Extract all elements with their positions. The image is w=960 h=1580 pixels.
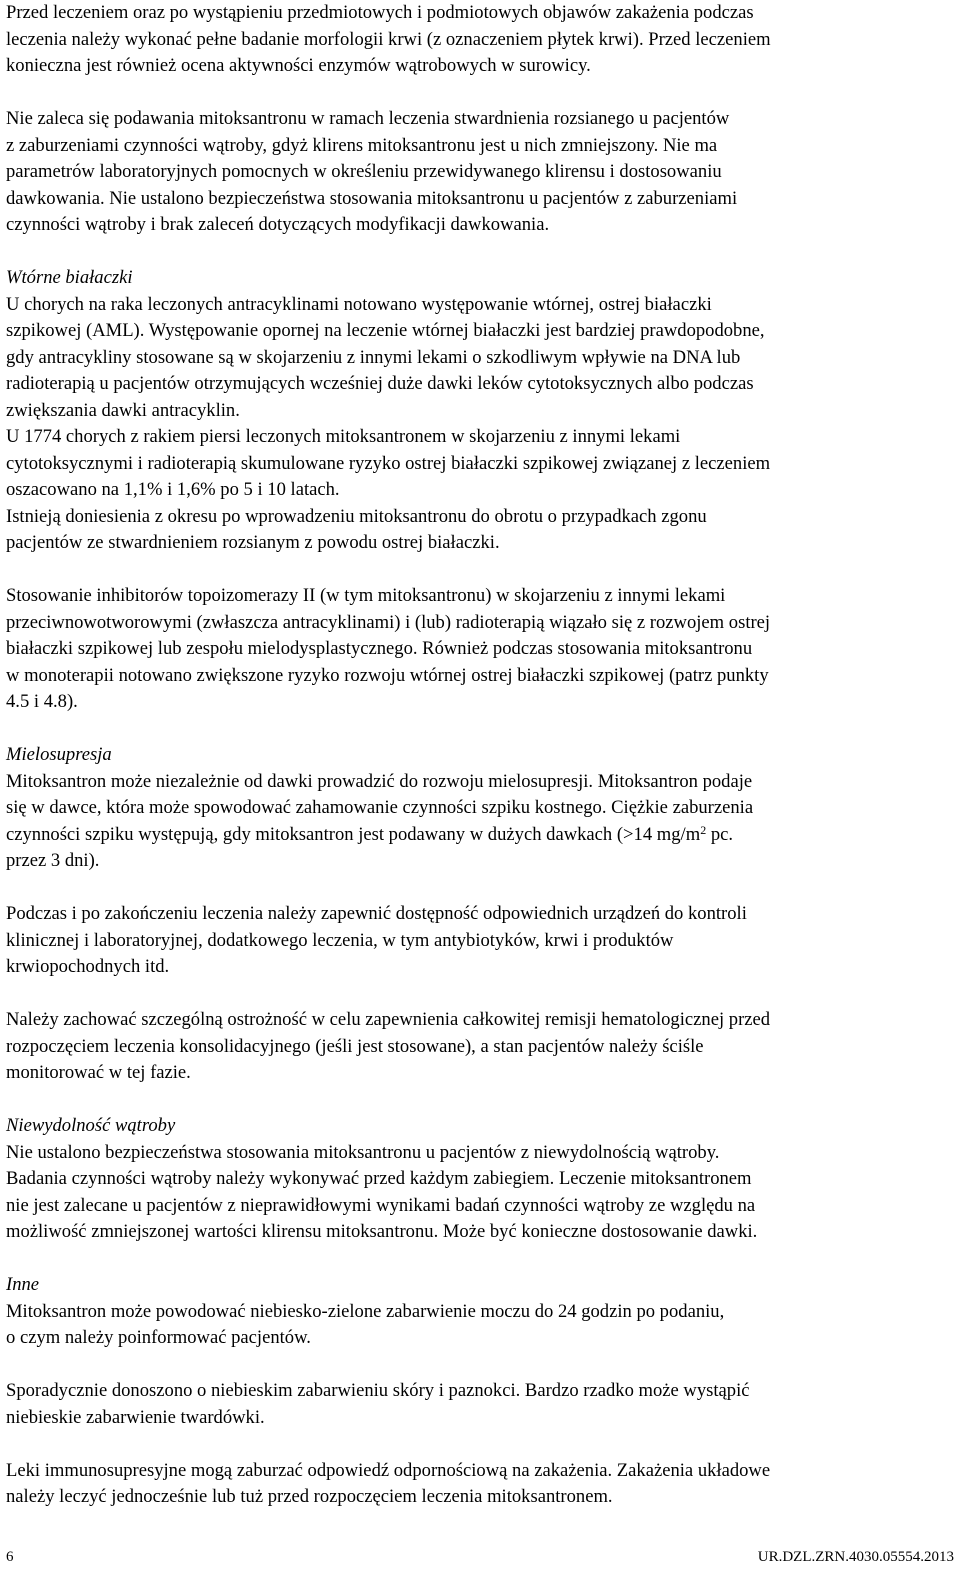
heading-secondary-leukemia: Wtórne białaczki bbox=[6, 267, 133, 288]
paragraph-gap bbox=[6, 1352, 954, 1379]
paragraph-gap bbox=[6, 875, 954, 902]
superscript: 2 bbox=[700, 822, 707, 837]
paragraph-gap bbox=[6, 716, 954, 743]
paragraph-monitoring-equipment: Podczas i po zakończeniu leczenia należy zapewnić dostępność odpowiednich urządzeń do kontroli klinicznej i laboratoryjnej, dodatkowego leczenia, w tym antybiotyków, krwi i produktów krwiopochodnych itd. bbox=[6, 903, 747, 977]
paragraph-gap bbox=[6, 80, 954, 107]
heading-myelosuppression: Mielosupresja bbox=[6, 744, 112, 765]
paragraph-liver-failure: Nie ustalono bezpieczeństwa stosowania mitoksantronu u pacjentów z niewydolnością wątroby. Badania czynności wątroby należy wykonywać przed każdym zabiegiem. Leczenie mitoksantronem nie jest zalecane u pacjentów z nieprawidłowymi wynikami badań czynności wątroby ze względu na możliwość zmniejszonej wartości klirensu mitoksantronu. Może być konieczne dostosowanie dawki. bbox=[6, 1141, 758, 1242]
paragraph-immunosuppressive: Leki immunosupresyjne mogą zaburzać odpowiedź odpornościową na zakażenia. Zakażenia układowe należy leczyć jednocześnie lub tuż przed rozpoczęciem leczenia mitoksantronem. bbox=[6, 1459, 771, 1507]
document-code: UR.DZL.ZRN.4030.05554.2013 bbox=[757, 1549, 954, 1565]
document-page bbox=[6, 0, 954, 1580]
page-number: 6 bbox=[6, 1549, 14, 1565]
heading-other: Inne bbox=[6, 1274, 40, 1295]
paragraph-gap bbox=[6, 1087, 954, 1114]
paragraph-urine-color: Mitoksantron może powodować niebiesko-zielone zabarwienie moczu do 24 godzin po podaniu, o czym należy poinformować pacjentów. bbox=[6, 1300, 725, 1348]
paragraph-breast-cancer-risk: U 1774 chorych z rakiem piersi leczonych mitoksantronem w skojarzeniu z innymi lekami cytotoksycznymi i radioterapią skumulowane ryzyko ostrej białaczki szpikowej związanej z leczeniem oszacowano na 1,1% i 1,6% po 5 i 10 latach. bbox=[6, 426, 771, 500]
paragraph-gap bbox=[6, 1431, 954, 1458]
paragraph-remission: Należy zachować szczególną ostrożność w celu zapewnienia całkowitej remisji hematologicznej przed rozpoczęciem leczenia konsolidacyjnego (jeśli jest stosowane), a stan pacjentów należy ściśle monitorować w tej fazie. bbox=[6, 1009, 771, 1083]
paragraph-liver-ms: Nie zaleca się podawania mitoksantronu w ramach leczenia stwardnienia rozsianego u pacjentów z zaburzeniami czynności wątroby, gdyż klirens mitoksantronu jest u nich zmniejszony. Nie ma parametrów laboratoryjnych pomocnych w określeniu przewidywanego klirensu i dostosowaniu dawkowania. Nie ustalono bezpieczeństwa stosowania mitoksantronu u pacjentów z zaburzeniami czynności wątroby i brak zaleceń dotyczących modyfikacji dawkowania. bbox=[6, 108, 738, 235]
paragraph-blood-count: Przed leczeniem oraz po wystąpieniu przedmiotowych i podmiotowych objawów zakażenia podczas leczenia należy wykonać pełne badanie morfologii krwi (z oznaczeniem płytek krwi). Przed leczeniem konieczna jest również ocena aktywności enzymów wątrobowych w surowicy. bbox=[6, 2, 771, 76]
paragraph-skin-color: Sporadycznie donoszono o niebieskim zabarwieniu skóry i paznokci. Bardzo rzadko może wystąpić niebieskie zabarwienie twardówki. bbox=[6, 1380, 750, 1428]
myelo-text-tail: pc. przez 3 dni). bbox=[6, 823, 734, 871]
paragraph-myelosuppression bbox=[6, 769, 954, 875]
paragraph-gap bbox=[6, 239, 954, 266]
heading-liver-failure: Niewydolność wątroby bbox=[6, 1115, 176, 1136]
paragraph-aml: U chorych na raka leczonych antracyklinami notowano występowanie wtórnej, ostrej białaczki szpikowej (AML). Występowanie opornej na leczenie wtórnej białaczki jest bardziej prawdopodobne, gdy antracykliny stosowane są w skojarzeniu z innymi lekami o szkodliwym wpływie na DNA lub radioterapią u pacjentów otrzymujących wcześniej duże dawki leków cytotoksycznych albo podczas zwiększania dawki antracyklin. bbox=[6, 293, 765, 421]
myelo-text: Mitoksantron może niezależnie od dawki prowadzić do rozwoju mielosupresji. Mitoksantron podaje się w dawce, która może spowodować zahamowanie czynności szpiku kostnego. Ciężkie zaburzenia czynności szpiku występują, gdy mitoksantron jest podawany w dużych dawkach (>14 mg/m bbox=[6, 770, 754, 845]
paragraph-gap bbox=[6, 981, 954, 1008]
paragraph-gap bbox=[6, 557, 954, 584]
paragraph-gap bbox=[6, 1246, 954, 1273]
document-body bbox=[6, 0, 954, 1511]
paragraph-topoisomerase: Stosowanie inhibitorów topoizomerazy II (w tym mitoksantronu) w skojarzeniu z innymi lekami przeciwnowotworowymi (zwłaszcza antracyklinami) i (lub) radioterapią wiązało się z rozwojem ostrej białaczki szpikowej lub zespołu mielodysplastycznego. Również podczas stosowania mitoksantronu w monoterapii notowano zwiększone ryzyko rozwoju wtórnej ostrej białaczki szpikowej (patrz punkty 4.5 i 4.8). bbox=[6, 585, 771, 712]
paragraph-postmarketing: Istnieją doniesienia z okresu po wprowadzeniu mitoksantronu do obrotu o przypadkach zgonu pacjentów ze stwardnieniem rozsianym z powodu ostrej białaczki. bbox=[6, 505, 707, 553]
